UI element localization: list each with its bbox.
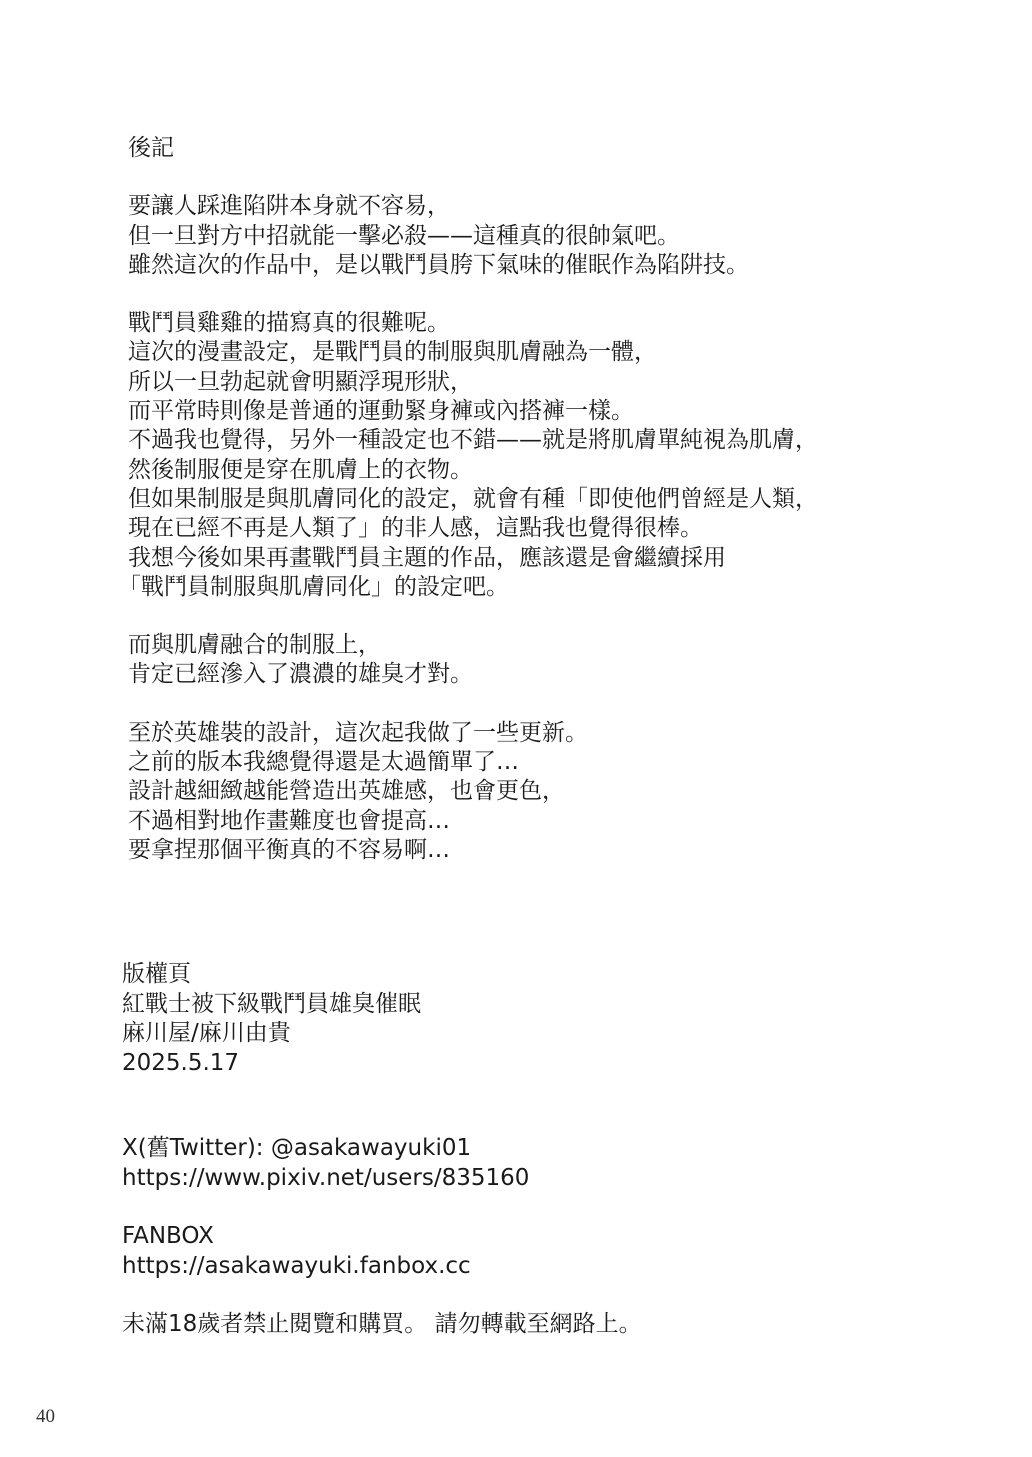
text-line: 但如果制服是與肌膚同化的設定，就會有種「即使他們曾經是人類，: [128, 485, 818, 512]
afterword-paragraph-2: [118, 309, 988, 602]
fanbox-url: https://asakawayuki.fanbox.cc: [122, 1252, 471, 1279]
afterword-title: 後記: [128, 135, 174, 161]
text-line: 雖然這次的作品中，是以戰鬥員胯下氣味的催眠作為陷阱技。: [128, 251, 749, 278]
text-line: 戰鬥員雞雞的描寫真的很難呢。: [128, 310, 450, 337]
text-line: 「戰鬥員制服與肌膚同化」的設定吧。: [118, 573, 509, 600]
x-account: X(舊Twitter): @asakawayuki01: [122, 1135, 472, 1161]
page-number: 40: [36, 1406, 55, 1427]
fanbox-label: FANBOX: [122, 1223, 214, 1249]
publish-date: 2025.5.17: [122, 1049, 240, 1076]
pixiv-url: https://www.pixiv.net/users/835160: [122, 1164, 530, 1191]
colophon-info: [122, 960, 982, 1078]
text-line: 而平常時則像是普通的運動緊身褲或內搭褲一樣。: [128, 398, 634, 425]
colophon-heading: 版權頁: [122, 961, 191, 987]
colophon-section: [122, 960, 982, 1369]
afterword-paragraph-1: [128, 192, 988, 280]
social-links: [122, 1134, 982, 1193]
text-line: 現在已經不再是人類了」的非人感，這點我也覺得很棒。: [128, 515, 703, 542]
text-line: 要讓人踩進陷阱本身就不容易，: [128, 193, 450, 220]
text-line: 所以一旦勃起就會明顯浮現形狀，: [128, 368, 473, 395]
text-line: 至於英雄裝的設計，這次起我做了一些更新。: [128, 719, 588, 746]
fanbox-info: [122, 1222, 982, 1281]
text-line: 這次的漫畫設定，是戰鬥員的制服與肌膚融為一體，: [128, 339, 657, 366]
text-line: 但一旦對方中招就能一擊必殺——這種真的很帥氣吧。: [128, 222, 680, 249]
text-line: 不過相對地作畫難度也會提高…: [128, 807, 450, 834]
text-line: 然後制服便是穿在肌膚上的衣物。: [128, 456, 473, 483]
text-line: 要拿捏那個平衡真的不容易啊…: [128, 836, 450, 863]
text-line: 設計越細緻越能營造出英雄感，也會更色，: [128, 778, 565, 805]
notice-text: 未滿18歲者禁止閱覽和購買。 請勿轉載至網路上。: [122, 1311, 642, 1337]
text-line: 不過我也覺得，另外一種設定也不錯——就是將肌膚單純視為肌膚，: [128, 427, 818, 454]
text-line: 之前的版本我總覺得還是太過簡單了…: [128, 749, 519, 776]
text-line: 而與肌膚融合的制服上，: [128, 632, 381, 659]
afterword-section: [118, 134, 988, 894]
text-line: 我想今後如果再畫戰鬥員主題的作品，應該還是會繼續採用: [128, 544, 726, 571]
book-title: 紅戰士被下級戰鬥員雄臭催眠: [122, 990, 421, 1017]
circle-author: 麻川屋/麻川由貴: [122, 1020, 291, 1046]
afterword-paragraph-4: [128, 719, 988, 865]
text-line: 肯定已經滲入了濃濃的雄臭才對。: [128, 661, 473, 688]
age-notice: [122, 1310, 982, 1340]
afterword-paragraph-3: [128, 631, 988, 690]
